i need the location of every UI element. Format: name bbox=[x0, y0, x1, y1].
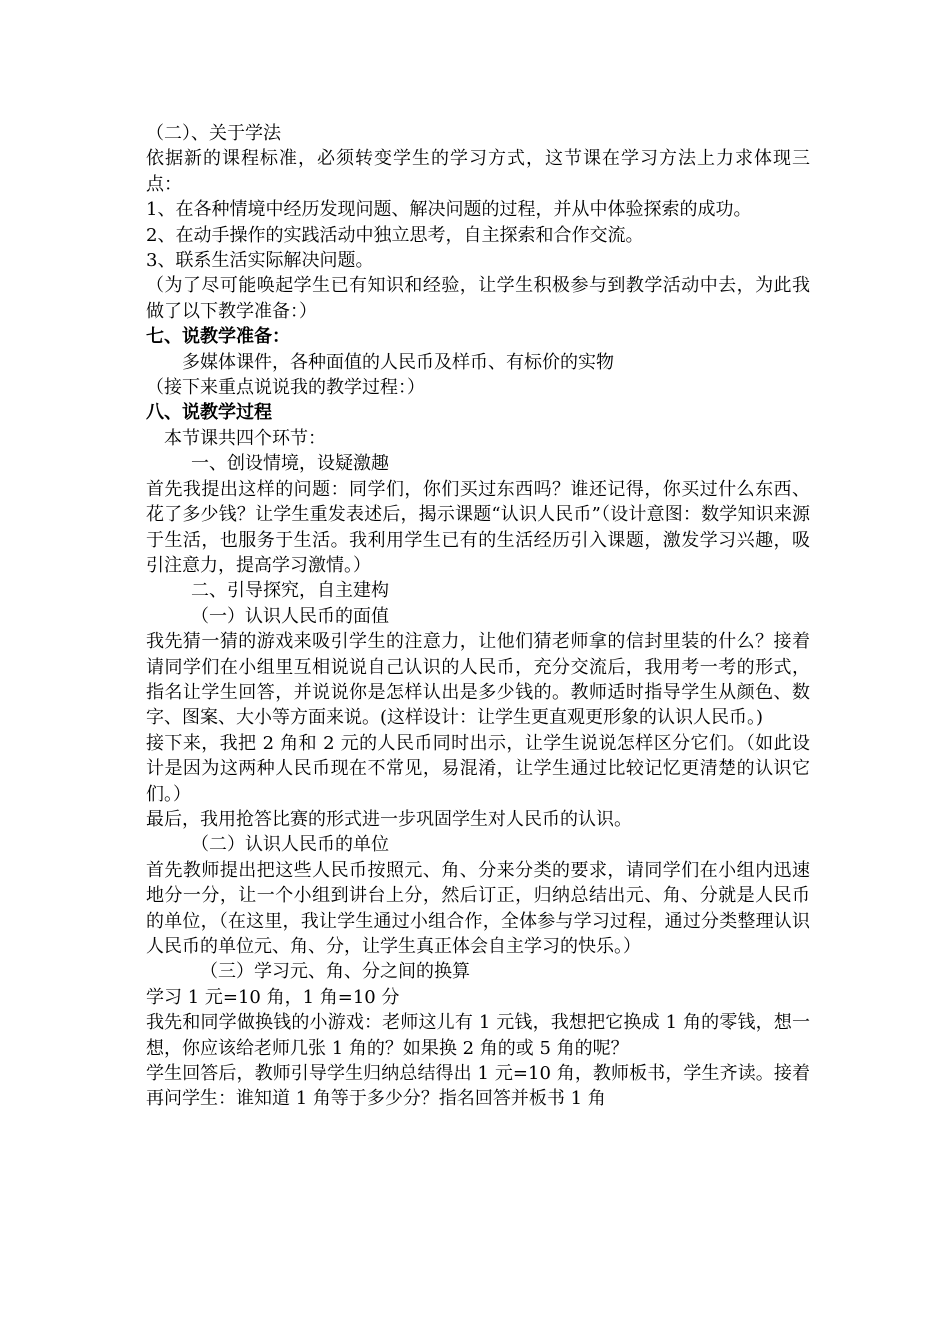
list-item: 3、联系生活实际解决问题。 bbox=[146, 250, 374, 272]
document-page bbox=[146, 121, 810, 1112]
section-heading-study-method: （二）、关于学法 bbox=[146, 123, 281, 144]
paragraph: （为了尽可能唤起学生已有知识和经验，让学生积极参与到教学活动中去，为此我做了以下教学准备：） bbox=[146, 275, 810, 322]
paragraph: 本节课共四个环节： bbox=[164, 427, 326, 449]
section-heading-teaching-preparation: 七、说教学准备： bbox=[146, 326, 290, 348]
paragraph: 最后，我用抢答比赛的形式进一步巩固学生对人民币的认识。 bbox=[146, 808, 632, 830]
paragraph: 首先我提出这样的问题：同学们，你们买过东西吗？谁还记得，你买过什么东西、花了多少钱？让学生重发表述后，揭示课题“认识人民币”（设计意图：数学知识来源于生活，也服务于生活。我利用学生已有的生活经历引入课题，激发学习兴趣，吸引注意力，提高学习激情。） bbox=[146, 478, 810, 576]
paragraph: （接下来重点说说我的教学过程：） bbox=[146, 377, 425, 399]
list-item: 1、在各种情境中经历发现问题、解决问题的过程，并从中体验探索的成功。 bbox=[146, 199, 752, 221]
paragraph: 我先猜一猜的游戏来吸引学生的注意力，让他们猜老师拿的信封里装的什么？接着请同学们在小组里互相说说自己认识的人民币，充分交流后，我用考一考的形式，指名让学生回答，并说说你是怎样认出是多少钱的。教师适时指导学生从颜色、数字、图案、大小等方面来说。(这样设计：让学生更直观更形象的认识人民币。) bbox=[146, 631, 810, 729]
paragraph: 学习 1 元=10 角，1 角=10 分 bbox=[146, 986, 400, 1008]
subheading: （三）学习元、角、分之间的换算 bbox=[200, 961, 470, 983]
paragraph: 多媒体课件，各种面值的人民币及样币、有标价的实物 bbox=[182, 351, 614, 373]
paragraph: 我先和同学做换钱的小游戏：老师这儿有 1 元钱，我想把它换成 1 角的零钱，想一想，你应该给老师几张 1 角的？如果换 2 角的或 5 角的呢？ bbox=[146, 1012, 810, 1059]
paragraph: 学生回答后，教师引导学生归纳总结得出 1 元=10 角，教师板书，学生齐读。接着再问学生：谁知道 1 角等于多少分？指名回答并板书 1 角 bbox=[146, 1063, 810, 1110]
paragraph: 接下来，我把 2 角和 2 元的人民币同时出示，让学生说说怎样区分它们。（如此设计是因为这两种人民币现在不常见，易混淆，让学生通过比较记忆更清楚的认识它们。） bbox=[146, 732, 810, 805]
subheading: 一、创设情境，设疑激趣 bbox=[191, 453, 389, 475]
section-heading-teaching-process: 八、说教学过程 bbox=[146, 402, 272, 424]
subheading: （一）认识人民币的面值 bbox=[191, 605, 389, 627]
subheading: （二）认识人民币的单位 bbox=[191, 834, 389, 856]
subheading: 二、引导探究，自主建构 bbox=[191, 580, 389, 602]
paragraph: 依据新的课程标准，必须转变学生的学习方式，这节课在学习方法上力求体现三点： bbox=[146, 148, 810, 195]
list-item: 2、在动手操作的实践活动中独立思考，自主探索和合作交流。 bbox=[146, 224, 644, 246]
paragraph: 首先教师提出把这些人民币按照元、角、分来分类的要求，请同学们在小组内迅速地分一分，让一个小组到讲台上分，然后订正，归纳总结出元、角、分就是人民币的单位，（在这里，我让学生通过小组合作，全体参与学习过程，通过分类整理认识人民币的单位元、角、分，让学生真正体会自主学习的快乐。） bbox=[146, 859, 810, 957]
